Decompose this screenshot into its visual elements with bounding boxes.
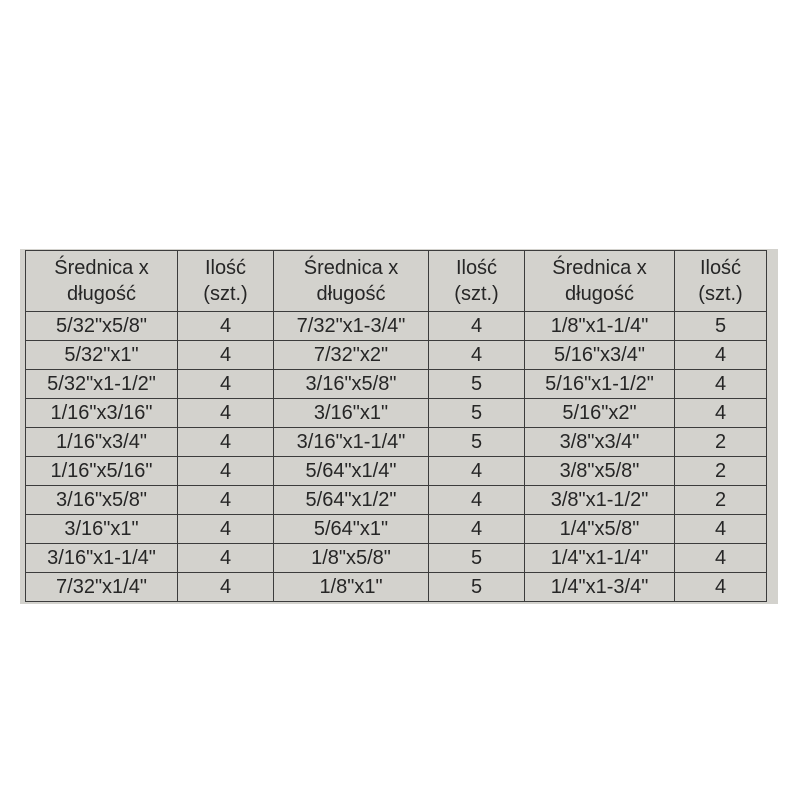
header-line-2: długość bbox=[565, 283, 634, 305]
diameter-length-cell: 3/16"x1-1/4" bbox=[274, 428, 429, 457]
quantity-cell: 4 bbox=[178, 341, 274, 370]
header-line-2: długość bbox=[316, 283, 386, 305]
quantity-cell: 4 bbox=[178, 370, 274, 399]
diameter-length-cell: 5/32"x5/8" bbox=[26, 312, 178, 341]
header-line-2: (szt.) bbox=[203, 283, 248, 305]
diameter-length-header-3 bbox=[525, 251, 675, 312]
quantity-cell: 4 bbox=[178, 515, 274, 544]
quantity-cell: 4 bbox=[675, 573, 767, 602]
table-row bbox=[26, 457, 767, 486]
quantity-cell: 4 bbox=[675, 515, 767, 544]
quantity-cell: 4 bbox=[429, 341, 525, 370]
diameter-length-cell: 5/64"x1/2" bbox=[274, 486, 429, 515]
diameter-length-cell: 5/32"x1" bbox=[26, 341, 178, 370]
diameter-length-cell: 1/4"x5/8" bbox=[525, 515, 675, 544]
diameter-length-cell: 3/16"x5/8" bbox=[274, 370, 429, 399]
quantity-cell: 5 bbox=[429, 573, 525, 602]
quantity-cell: 4 bbox=[429, 515, 525, 544]
quantity-cell: 4 bbox=[178, 399, 274, 428]
diameter-length-cell: 3/16"x5/8" bbox=[26, 486, 178, 515]
quantity-cell: 4 bbox=[429, 457, 525, 486]
table-header-row bbox=[26, 251, 767, 312]
header-line-1: Średnica x bbox=[303, 257, 399, 279]
diameter-length-cell: 1/16"x3/16" bbox=[26, 399, 178, 428]
diameter-length-cell: 3/8"x5/8" bbox=[525, 457, 675, 486]
diameter-length-header-1 bbox=[26, 251, 178, 312]
table-row bbox=[26, 486, 767, 515]
quantity-cell: 4 bbox=[178, 486, 274, 515]
diameter-length-cell: 5/16"x3/4" bbox=[525, 341, 675, 370]
table-row bbox=[26, 515, 767, 544]
diameter-length-cell: 1/16"x5/16" bbox=[26, 457, 178, 486]
quantity-cell: 5 bbox=[429, 428, 525, 457]
table-row bbox=[26, 341, 767, 370]
header-line-2: (szt.) bbox=[454, 283, 499, 305]
quantity-cell: 4 bbox=[178, 573, 274, 602]
header-line-2: długość bbox=[67, 283, 136, 305]
header-line-2: (szt.) bbox=[698, 283, 743, 305]
quantity-cell: 5 bbox=[675, 312, 767, 341]
spec-label-card bbox=[20, 249, 778, 604]
header-line-1: Ilość bbox=[204, 257, 247, 279]
diameter-length-cell: 3/16"x1" bbox=[26, 515, 178, 544]
quantity-header-1 bbox=[178, 251, 274, 312]
diameter-length-cell: 1/16"x3/4" bbox=[26, 428, 178, 457]
diameter-length-cell: 5/32"x1-1/2" bbox=[26, 370, 178, 399]
diameter-length-cell: 7/32"x1-3/4" bbox=[274, 312, 429, 341]
header-line-1: Średnica x bbox=[54, 257, 149, 279]
quantity-cell: 5 bbox=[429, 370, 525, 399]
diameter-length-cell: 1/4"x1-1/4" bbox=[525, 544, 675, 573]
diameter-length-cell: 1/8"x1" bbox=[274, 573, 429, 602]
quantity-header-2 bbox=[429, 251, 525, 312]
diameter-length-cell: 5/64"x1" bbox=[274, 515, 429, 544]
quantity-cell: 2 bbox=[675, 457, 767, 486]
table-body bbox=[26, 312, 767, 602]
diameter-length-cell: 3/16"x1" bbox=[274, 399, 429, 428]
diameter-length-cell: 1/4"x1-3/4" bbox=[525, 573, 675, 602]
quantity-cell: 4 bbox=[178, 312, 274, 341]
table-row bbox=[26, 399, 767, 428]
diameter-length-cell: 5/16"x1-1/2" bbox=[525, 370, 675, 399]
quantity-cell: 2 bbox=[675, 486, 767, 515]
diameter-length-cell: 3/8"x3/4" bbox=[525, 428, 675, 457]
diameter-length-header-2 bbox=[274, 251, 429, 312]
header-line-1: Ilość bbox=[455, 257, 498, 279]
diameter-length-cell: 7/32"x2" bbox=[274, 341, 429, 370]
quantity-cell: 4 bbox=[675, 399, 767, 428]
diameter-length-cell: 1/8"x1-1/4" bbox=[525, 312, 675, 341]
header-line-1: Średnica x bbox=[552, 257, 647, 279]
header-line-1: Ilość bbox=[699, 257, 742, 279]
table-row bbox=[26, 544, 767, 573]
diameter-length-cell: 1/8"x5/8" bbox=[274, 544, 429, 573]
quantity-cell: 4 bbox=[178, 544, 274, 573]
quantity-cell: 4 bbox=[675, 341, 767, 370]
diameter-length-cell: 7/32"x1/4" bbox=[26, 573, 178, 602]
quantity-cell: 4 bbox=[675, 544, 767, 573]
size-quantity-table bbox=[25, 250, 767, 602]
quantity-header-3 bbox=[675, 251, 767, 312]
quantity-cell: 4 bbox=[178, 457, 274, 486]
table-row bbox=[26, 573, 767, 602]
quantity-cell: 4 bbox=[178, 428, 274, 457]
table-row bbox=[26, 370, 767, 399]
diameter-length-cell: 3/8"x1-1/2" bbox=[525, 486, 675, 515]
diameter-length-cell: 5/64"x1/4" bbox=[274, 457, 429, 486]
quantity-cell: 5 bbox=[429, 399, 525, 428]
diameter-length-cell: 3/16"x1-1/4" bbox=[26, 544, 178, 573]
quantity-cell: 2 bbox=[675, 428, 767, 457]
quantity-cell: 4 bbox=[429, 312, 525, 341]
table-row bbox=[26, 428, 767, 457]
quantity-cell: 5 bbox=[429, 544, 525, 573]
diameter-length-cell: 5/16"x2" bbox=[525, 399, 675, 428]
quantity-cell: 4 bbox=[429, 486, 525, 515]
table-row bbox=[26, 312, 767, 341]
quantity-cell: 4 bbox=[675, 370, 767, 399]
